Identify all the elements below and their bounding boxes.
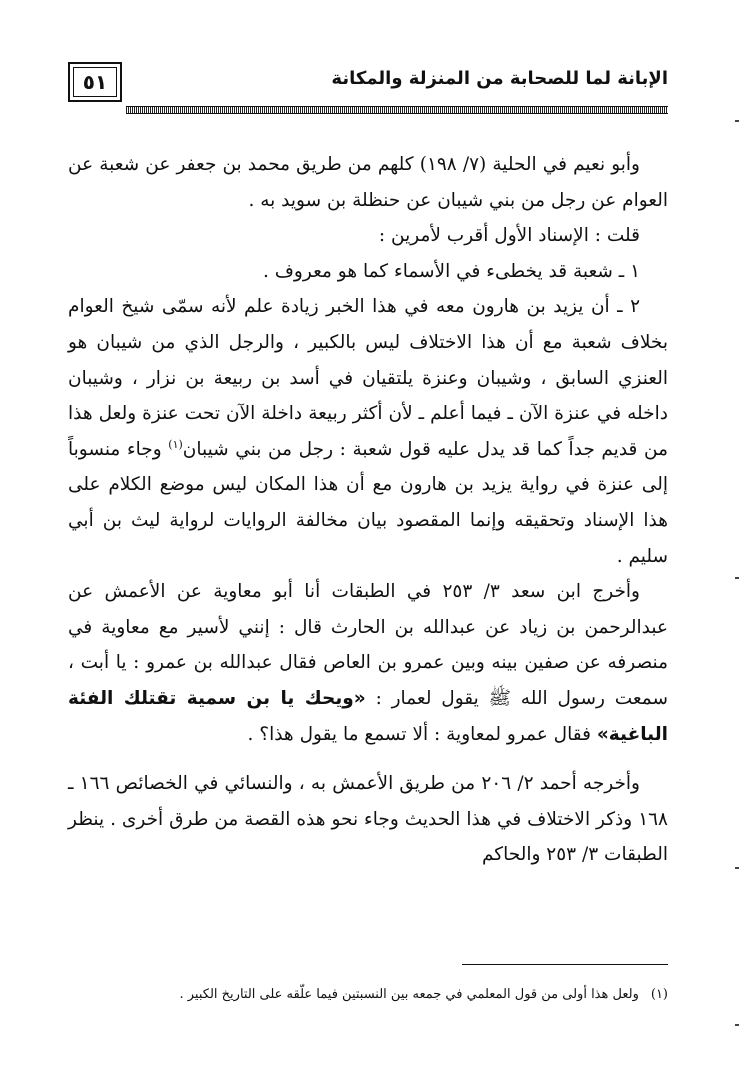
ibn-saad-ending: فقال عمرو لمعاوية : ألا تسمع ما يقول هذا؟ . xyxy=(247,723,591,745)
margin-mark xyxy=(735,867,739,869)
paragraph-ibn-saad xyxy=(68,574,668,752)
point-two-text: ٢ ـ أن يزيد بن هارون معه في هذا الخبر زيادة علم لأنه سمّى شيخ العوام بخلاف شعبة مع أن هذا الاختلاف ليس بالكبير ، والرجل الذي من شيبان هو العنزي السابق ، وشيبان وعنزة يلتقيان في أسد بن ربيعة بن نزار ، وشيبان داخله في عنزة الآن ـ فيما أعلم ـ لأن أكثر ربيعة داخلة الآن تحت عنزة ولعل هذا من قديم جداً كما قد يدل عليه قول شعبة : رجل من بني شيبان xyxy=(68,296,668,460)
main-text xyxy=(68,147,668,873)
footnote-divider xyxy=(462,964,668,965)
header-rule xyxy=(126,106,668,114)
footnote-reference[interactable]: (١) xyxy=(168,437,183,451)
paragraph-sources: وأبو نعيم في الحلية (٧/ ١٩٨) كلهم من طريق محمد بن جعفر عن شعبة عن العوام عن رجل من بني شيبان عن حنظلة بن سويد به . xyxy=(68,154,668,211)
paragraph-ahmad: وأخرجه أحمد ٢/ ٢٠٦ من طريق الأعمش به ، والنسائي في الخصائص ١٦٦ ـ ١٦٨ وذكر الاختلاف في هذا الحديث وجاء نحو هذه القصة من طرق أخرى . ينظر الطبقات ٣/ ٢٥٣ والحاكم xyxy=(68,773,668,866)
page-number: ٥١ xyxy=(68,62,122,102)
hadith-quote: «ويحك يا بن سمية تقتلك الفئة الباغية» xyxy=(68,687,668,745)
paragraph-point-two xyxy=(68,289,668,574)
ibn-saad-text: وأخرج ابن سعد ٣/ ٢٥٣ في الطبقات أنا أبو معاوية عن الأعمش عن عبدالرحمن بن زياد عن عبدالله بن الحارث قال : إنني لأسير مع معاوية في منصرفه عن صفين بينه وبين عمرو بن العاص فقال عبدالله بن عمرو : يا أبت ، سمعت رسول الله ﷺ يقول لعمار : xyxy=(68,581,668,709)
margin-mark xyxy=(735,1024,739,1026)
footnote-mark: (١) xyxy=(650,987,668,1002)
page-header xyxy=(68,62,668,112)
footnote xyxy=(68,985,668,1005)
paragraph-point-one: ١ ـ شعبة قد يخطىء في الأسماء كما هو معروف . xyxy=(262,260,640,282)
margin-mark xyxy=(735,120,739,122)
point-two-continued: وجاء منسوباً إلى عنزة في رواية يزيد بن هارون مع أن هذا المكان ليس موضع الكلام على هذا الإسناد وتحقيقه وإنما المقصود بيان مخالفة الروايات لرواية ليث بن أبي سليم . xyxy=(68,438,668,567)
paragraph-remark: قلت : الإسناد الأول أقرب لأمرين : xyxy=(378,225,640,247)
running-title: الإبانة لما للصحابة من المنزلة والمكانة xyxy=(331,68,668,89)
margin-mark xyxy=(735,577,739,579)
footnote-text: ولعل هذا أولى من قول المعلمي في جمعه بين النسبتين فيما علّقه على التاريخ الكبير . xyxy=(179,987,639,1002)
